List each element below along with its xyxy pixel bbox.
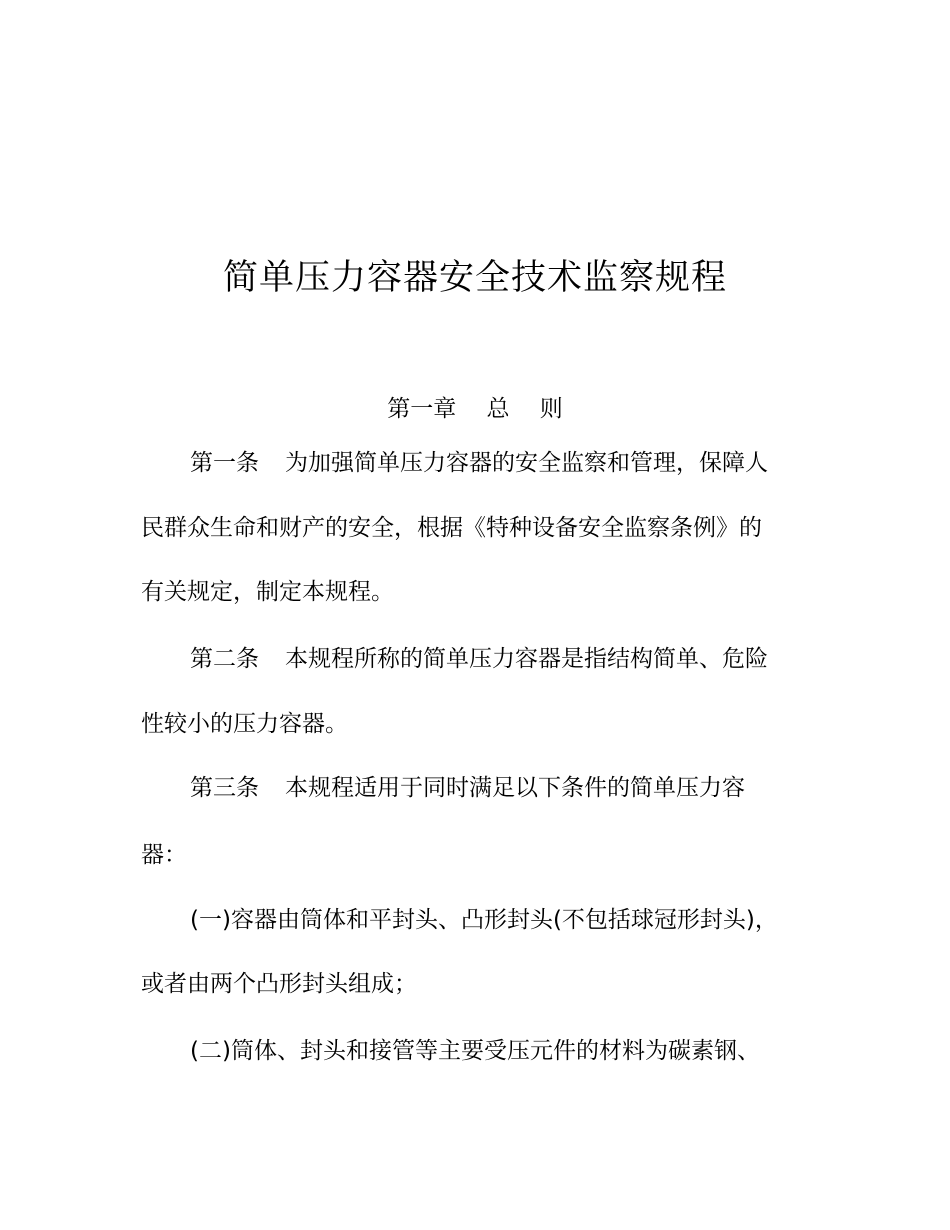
article-1-label: 第一条 xyxy=(190,450,259,476)
article-3-line-2: 器： xyxy=(141,842,187,868)
document-title: 简单压力容器安全技术监察规程 xyxy=(222,258,727,298)
item-2-line-1: (二)筒体、封头和接管等主要受压元件的材料为碳素钢、 xyxy=(190,1038,760,1064)
item-1-line-2: 或者由两个凸形封头组成； xyxy=(141,971,417,997)
article-3-text: 本规程适用于同时满足以下条件的简单压力容 xyxy=(285,775,745,801)
article-1-line-1 xyxy=(190,446,814,480)
article-1-line-3: 有关规定，制定本规程。 xyxy=(141,579,394,605)
article-2-label: 第二条 xyxy=(190,646,259,672)
article-3-label: 第三条 xyxy=(190,775,259,801)
article-2-line-1 xyxy=(190,642,814,676)
article-1-line-2: 民群众生命和财产的安全，根据《特种设备安全监察条例》的 xyxy=(141,515,762,541)
article-2-text: 本规程所称的简单压力容器是指结构简单、危险 xyxy=(285,646,768,672)
article-1-text: 为加强简单压力容器的安全监察和管理，保障人 xyxy=(285,450,768,476)
article-2-line-2: 性较小的压力容器。 xyxy=(141,711,348,737)
article-3-line-1 xyxy=(190,771,814,805)
chapter-heading: 第一章 总 则 xyxy=(387,396,563,422)
item-1-line-1: (一)容器由筒体和平封头、凸形封头(不包括球冠形封头)， xyxy=(190,907,778,933)
